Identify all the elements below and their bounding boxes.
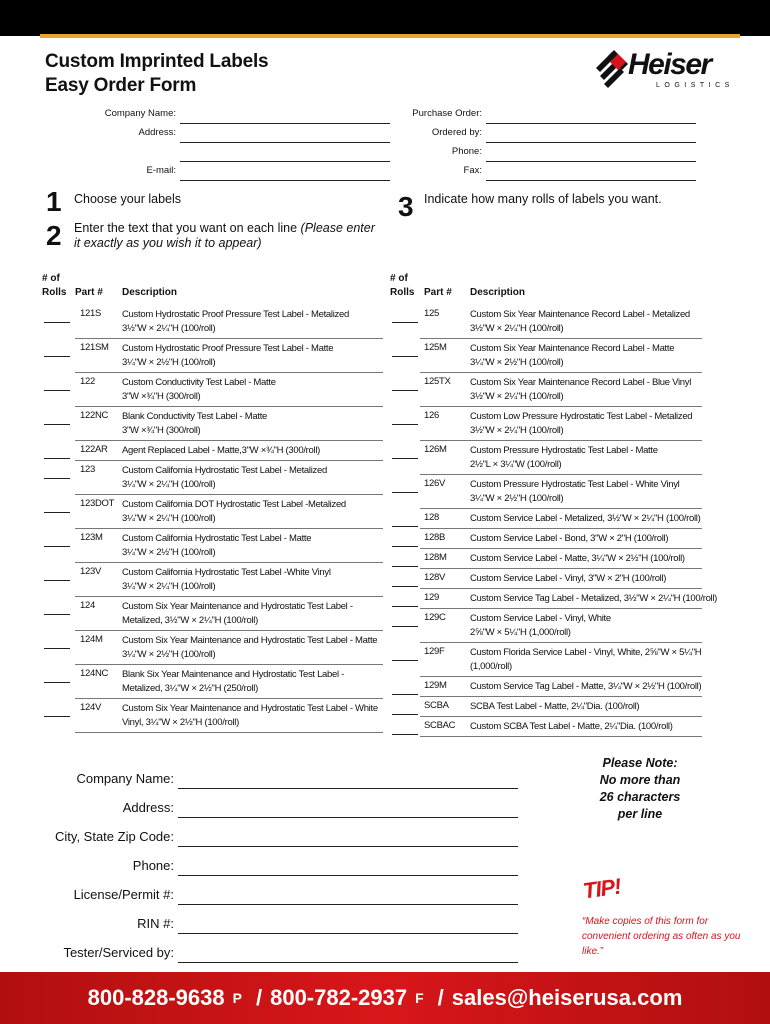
- step-3-number: 3: [398, 191, 414, 222]
- row-divider: [420, 372, 702, 373]
- rolls-header-line2: Rolls: [42, 287, 67, 298]
- part-description: Metalized, 3¼"W × 2½"H (250/roll): [122, 683, 258, 694]
- row-divider: [75, 372, 383, 373]
- row-divider: [75, 406, 383, 407]
- part-description: Custom Low Pressure Hydrostatic Test Label - Metalized: [470, 411, 693, 422]
- part-number: 128: [424, 512, 439, 523]
- step-3-text: Indicate how many rolls of labels you want.: [424, 192, 662, 206]
- row-divider: [420, 696, 702, 697]
- part-description: Custom Service Label - Matte, 3¼"W × 2½"H (100/roll): [470, 553, 685, 564]
- part-description: 3¼"W × 2½"H (100/roll): [470, 357, 564, 368]
- top-field-label: Phone:: [451, 146, 482, 157]
- part-description: 3¼"W × 2½"H (100/roll): [470, 493, 564, 504]
- rolls-header-line2: Rolls: [390, 287, 415, 298]
- part-description: Custom SCBA Test Label - Matte, 2¼"Dia. (100/roll): [470, 721, 673, 732]
- part-description: Custom Service Label - Metalized, 3½"W × 2¼"H (100/roll): [470, 513, 701, 524]
- heiser-logo: [590, 44, 740, 92]
- tip-text: “Make copies of this form for convenient ordering as often as you like.”: [582, 916, 741, 957]
- top-field-line[interactable]: [486, 161, 696, 162]
- row-divider: [420, 608, 702, 609]
- part-number: 124V: [80, 702, 101, 713]
- part-number: 126: [424, 410, 439, 421]
- rolls-input-line[interactable]: [392, 424, 418, 425]
- top-field-line[interactable]: [486, 180, 696, 181]
- row-divider: [420, 642, 702, 643]
- step-1-number: 1: [46, 186, 62, 217]
- top-field-label: Purchase Order:: [412, 108, 482, 119]
- rolls-input-line[interactable]: [392, 566, 418, 567]
- character-limit-note: [585, 755, 695, 823]
- part-description: 3¼"W × 2½"H (100/roll): [122, 649, 216, 660]
- rolls-input-line[interactable]: [392, 546, 418, 547]
- part-description: Custom Six Year Maintenance and Hydrostatic Test Label - White: [122, 703, 378, 714]
- part-number: SCBAC: [424, 720, 456, 731]
- top-field-label: Address:: [138, 127, 176, 138]
- rolls-input-line[interactable]: [44, 580, 70, 581]
- part-description: 3½"W × 2¼"H (100/roll): [122, 323, 216, 334]
- part-description: 2⅝"W × 5¼"H (1,000/roll): [470, 627, 571, 638]
- row-divider: [420, 338, 702, 339]
- footer-separator: /: [437, 985, 444, 1010]
- top-field-line[interactable]: [486, 142, 696, 143]
- contact-footer: [0, 972, 770, 1024]
- part-description: 3½"W × 2¼"H (100/roll): [470, 323, 564, 334]
- part-number: 122NC: [80, 410, 109, 421]
- rolls-input-line[interactable]: [44, 648, 70, 649]
- part-description: Custom Six Year Maintenance Record Label - Metalized: [470, 309, 690, 320]
- rolls-header-line1: # of: [42, 273, 60, 284]
- part-description: 3½"W × 2¼"H (100/roll): [470, 425, 564, 436]
- rolls-input-line[interactable]: [392, 734, 418, 735]
- customer-field-label: Address:: [122, 800, 174, 815]
- part-description: Custom Pressure Hydrostatic Test Label - Matte: [470, 445, 658, 456]
- part-number: 124: [80, 600, 95, 611]
- rolls-input-line[interactable]: [392, 660, 418, 661]
- part-description: 2½"L × 3¼"W (100/roll): [470, 459, 562, 470]
- part-description: Custom Conductivity Test Label - Matte: [122, 377, 276, 388]
- row-divider: [75, 698, 383, 699]
- customer-field-label: RIN #:: [137, 916, 174, 931]
- part-number: 125TX: [424, 376, 451, 387]
- rolls-input-line[interactable]: [44, 512, 70, 513]
- rolls-input-line[interactable]: [44, 356, 70, 357]
- footer-fax[interactable]: 800-782-2937: [270, 985, 408, 1010]
- rolls-header-line1: # of: [390, 273, 408, 284]
- footer-email-link[interactable]: sales@heiserusa.com: [451, 985, 683, 1010]
- customer-field-input[interactable]: [178, 788, 518, 789]
- row-divider: [420, 548, 702, 549]
- title-line-2: Easy Order Form: [45, 75, 197, 96]
- part-description: 3¼"W × 2¼"H (100/roll): [122, 581, 216, 592]
- part-number: 123V: [80, 566, 101, 577]
- row-divider: [420, 440, 702, 441]
- row-divider: [420, 736, 702, 737]
- rolls-input-line[interactable]: [392, 694, 418, 695]
- part-number: 123M: [80, 532, 103, 543]
- row-divider: [75, 630, 383, 631]
- rolls-input-line[interactable]: [392, 390, 418, 391]
- customer-field-input[interactable]: [178, 817, 518, 818]
- customer-field-label: City, State Zip Code:: [55, 829, 174, 844]
- footer-phone[interactable]: 800-828-9638: [87, 985, 225, 1010]
- customer-field-label: Tester/Serviced by:: [63, 945, 174, 960]
- row-divider: [420, 676, 702, 677]
- part-description: 3"W ×¾"H (300/roll): [122, 425, 201, 436]
- left-description-header: Description: [122, 287, 178, 298]
- top-field-line[interactable]: [180, 123, 390, 124]
- rolls-input-line[interactable]: [392, 458, 418, 459]
- rolls-input-line[interactable]: [392, 606, 418, 607]
- part-number: 121S: [80, 308, 101, 319]
- part-description: Custom Pressure Hydrostatic Test Label - White Vinyl: [470, 479, 680, 490]
- page-title: [45, 50, 268, 98]
- row-divider: [420, 568, 702, 569]
- part-description: Custom Service Tag Label - Matte, 3¼"W × 2½"H (100/roll): [470, 681, 702, 692]
- part-number: 123: [80, 464, 95, 475]
- top-field-label: Ordered by:: [431, 127, 482, 138]
- part-description: Vinyl, 3¼"W × 2½"H (100/roll): [122, 717, 239, 728]
- part-number: 126M: [424, 444, 447, 455]
- part-number: 128M: [424, 552, 447, 563]
- rolls-input-line[interactable]: [392, 586, 418, 587]
- rolls-input-line[interactable]: [392, 714, 418, 715]
- part-number: 128B: [424, 532, 445, 543]
- row-divider: [420, 406, 702, 407]
- row-divider: [75, 494, 383, 495]
- part-description: Custom Service Tag Label - Metalized, 3½"W × 2¼"H (100/roll): [470, 593, 718, 604]
- tip-badge: TIP!: [581, 873, 623, 904]
- rolls-input-line[interactable]: [44, 322, 70, 323]
- part-number: 129F: [424, 646, 445, 657]
- part-description: Custom Six Year Maintenance and Hydrostatic Test Label - Matte: [122, 635, 378, 646]
- part-description: Custom Service Label - Bond, 3"W × 2"H (100/roll): [470, 533, 669, 544]
- row-divider: [420, 528, 702, 529]
- part-description: Metalized, 3½"W × 2¼"H (100/roll): [122, 615, 258, 626]
- row-divider: [420, 716, 702, 717]
- row-divider: [75, 732, 383, 733]
- part-description: 3¼"W × 2¼"H (100/roll): [122, 479, 216, 490]
- part-description: Custom Florida Service Label - Vinyl, White, 2⅝"W × 5¼"H: [470, 647, 702, 658]
- step-2-text: [74, 221, 384, 251]
- title-line-1: Custom Imprinted Labels: [45, 51, 269, 72]
- part-number: 125M: [424, 342, 447, 353]
- step-2-number: 2: [46, 220, 62, 251]
- left-part-header: Part #: [75, 287, 103, 298]
- rolls-input-line[interactable]: [44, 478, 70, 479]
- part-number: 129: [424, 592, 439, 603]
- part-number: 124M: [80, 634, 103, 645]
- note-line-4: per line: [617, 807, 663, 821]
- logo-word: Heiser: [628, 48, 711, 81]
- logo-subtitle: LOGISTICS: [656, 82, 734, 89]
- part-description: 3¼"W × 2¼"H (100/roll): [122, 513, 216, 524]
- customer-field-label: Company Name:: [76, 771, 174, 786]
- part-number: 125: [424, 308, 439, 319]
- footer-phone-tag: P: [232, 990, 242, 1006]
- right-description-header: Description: [470, 287, 526, 298]
- rolls-input-line[interactable]: [392, 492, 418, 493]
- part-description: Custom Service Label - Vinyl, White: [470, 613, 611, 624]
- rolls-input-line[interactable]: [392, 356, 418, 357]
- step-2-italic: (Please enter it exactly as you wish it to appear): [74, 221, 375, 250]
- part-number: 128V: [424, 572, 445, 583]
- part-number: 124NC: [80, 668, 109, 679]
- customer-field-label: License/Permit #:: [73, 887, 174, 902]
- top-field-label: Fax:: [463, 165, 482, 176]
- note-line-1: Please Note:: [602, 756, 678, 770]
- step-1-text: Choose your labels: [74, 192, 182, 206]
- rolls-input-line[interactable]: [44, 682, 70, 683]
- row-divider: [420, 474, 702, 475]
- part-number: 122: [80, 376, 95, 387]
- top-field-line[interactable]: [180, 180, 390, 181]
- customer-field-input[interactable]: [178, 933, 518, 934]
- part-number: 123DOT: [80, 498, 115, 509]
- part-number: 129M: [424, 680, 447, 691]
- part-description: 3¼"W × 2½"H (100/roll): [122, 357, 216, 368]
- top-field-label: E-mail:: [146, 165, 176, 176]
- part-description: 3½"W × 2¼"H (100/roll): [470, 391, 564, 402]
- note-line-2: No more than: [599, 773, 681, 787]
- customer-field-label: Phone:: [132, 858, 174, 873]
- top-field-line[interactable]: [486, 123, 696, 124]
- note-line-3: 26 characters: [599, 790, 681, 804]
- step-2-main: Enter the text that you want on each line: [74, 221, 298, 235]
- part-description: Custom Hydrostatic Proof Pressure Test Label - Metalized: [122, 309, 349, 320]
- left-rolls-header: [42, 272, 66, 300]
- row-divider: [75, 562, 383, 563]
- part-number: 129C: [424, 612, 446, 623]
- row-divider: [75, 338, 383, 339]
- rolls-input-line[interactable]: [392, 526, 418, 527]
- customer-field-input[interactable]: [178, 875, 518, 876]
- part-description: Custom California Hydrostatic Test Label -White Vinyl: [122, 567, 331, 578]
- part-description: 3"W ×¾"H (300/roll): [122, 391, 201, 402]
- rolls-input-line[interactable]: [44, 716, 70, 717]
- footer-fax-tag: F: [415, 990, 424, 1006]
- rolls-input-line[interactable]: [44, 458, 70, 459]
- row-divider: [75, 596, 383, 597]
- right-part-header: Part #: [424, 287, 452, 298]
- part-number: SCBA: [424, 700, 449, 711]
- part-description: Custom California DOT Hydrostatic Test Label -Metalized: [122, 499, 346, 510]
- footer-separator: /: [255, 985, 263, 1010]
- part-description: Blank Six Year Maintenance and Hydrostatic Test Label -: [122, 669, 345, 680]
- rolls-input-line[interactable]: [44, 614, 70, 615]
- part-description: Custom Hydrostatic Proof Pressure Test Label - Matte: [122, 343, 334, 354]
- row-divider: [75, 440, 383, 441]
- row-divider: [420, 508, 702, 509]
- part-number: 122AR: [80, 444, 108, 455]
- rolls-input-line[interactable]: [44, 424, 70, 425]
- row-divider: [75, 528, 383, 529]
- top-field-label: Company Name:: [104, 108, 176, 119]
- top-black-band: [0, 0, 770, 36]
- row-divider: [75, 460, 383, 461]
- row-divider: [420, 588, 702, 589]
- part-description: Blank Conductivity Test Label - Matte: [122, 411, 268, 422]
- part-description: SCBA Test Label - Matte, 2¼"Dia. (100/roll): [470, 701, 640, 712]
- rolls-input-line[interactable]: [392, 322, 418, 323]
- top-field-line[interactable]: [180, 161, 390, 162]
- right-rolls-header: [390, 272, 414, 300]
- part-description: Custom Service Label - Vinyl, 3"W × 2"H (100/roll): [470, 573, 667, 584]
- part-description: Agent Replaced Label - Matte,3"W ×¾"H (300/roll): [122, 445, 321, 456]
- customer-field-input[interactable]: [178, 846, 518, 847]
- part-description: 3¼"W × 2½"H (100/roll): [122, 547, 216, 558]
- part-number: 126V: [424, 478, 445, 489]
- part-description: Custom Six Year Maintenance and Hydrostatic Test Label -: [122, 601, 353, 612]
- part-description: Custom Six Year Maintenance Record Label - Matte: [470, 343, 675, 354]
- customer-field-input[interactable]: [178, 962, 518, 963]
- part-description: (1,000/roll): [470, 661, 512, 672]
- rolls-input-line[interactable]: [44, 546, 70, 547]
- customer-field-input[interactable]: [178, 904, 518, 905]
- rolls-input-line[interactable]: [392, 626, 418, 627]
- top-field-line[interactable]: [180, 142, 390, 143]
- row-divider: [75, 664, 383, 665]
- part-description: Custom California Hydrostatic Test Label - Metalized: [122, 465, 327, 476]
- part-number: 121SM: [80, 342, 109, 353]
- rolls-input-line[interactable]: [44, 390, 70, 391]
- part-description: Custom California Hydrostatic Test Label - Matte: [122, 533, 312, 544]
- part-description: Custom Six Year Maintenance Record Label - Blue Vinyl: [470, 377, 692, 388]
